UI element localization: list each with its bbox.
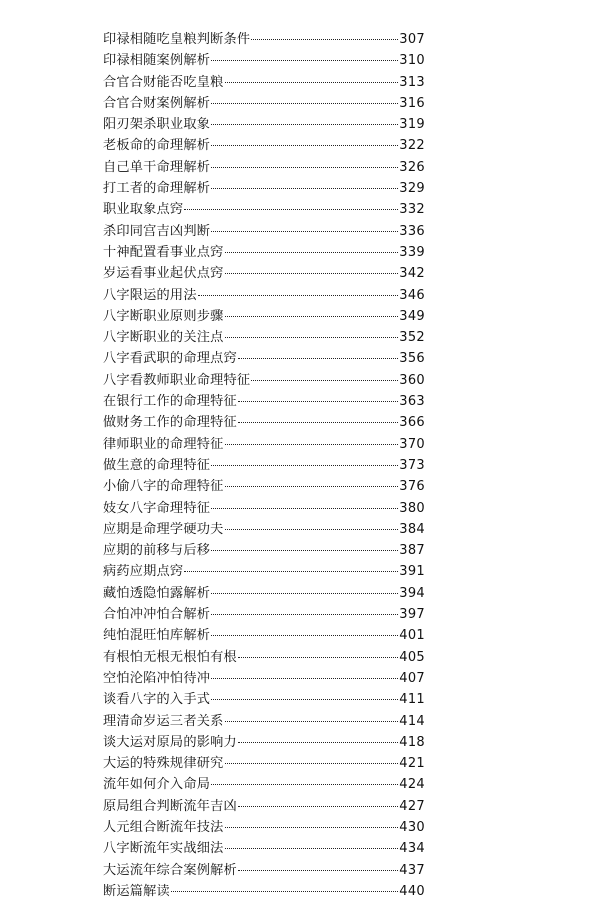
- toc-entry[interactable]: [103, 221, 425, 242]
- dot-leader: [225, 337, 399, 338]
- toc-entry[interactable]: [103, 668, 425, 689]
- toc-entry-page: 430: [399, 819, 425, 835]
- dot-leader: [184, 209, 398, 210]
- toc-entry-page: 437: [399, 862, 425, 878]
- toc-entry[interactable]: [103, 412, 425, 433]
- toc-entry-page: 360: [399, 372, 425, 388]
- toc-entry-title: 十神配置看事业点窍: [103, 244, 224, 260]
- dot-leader: [238, 657, 398, 658]
- dot-leader: [225, 721, 399, 722]
- dot-leader: [225, 273, 399, 274]
- toc-entry[interactable]: [103, 327, 425, 348]
- dot-leader: [225, 827, 399, 828]
- dot-leader: [211, 124, 398, 125]
- toc-entry-title: 八字限运的用法: [103, 287, 197, 303]
- toc-entry[interactable]: [103, 604, 425, 625]
- toc-entry[interactable]: [103, 817, 425, 838]
- dot-leader: [225, 252, 399, 253]
- toc-entry-title: 谈大运对原局的影响力: [103, 734, 237, 750]
- dot-leader: [211, 550, 398, 551]
- toc-entry[interactable]: [103, 561, 425, 582]
- dot-leader: [211, 508, 398, 509]
- toc-entry-page: 366: [399, 415, 425, 431]
- toc-entry[interactable]: [103, 285, 425, 306]
- toc-entry-page: 373: [399, 457, 425, 473]
- dot-leader: [211, 465, 398, 466]
- toc-entry-page: 434: [399, 841, 425, 857]
- toc-entry-title: 小偷八字的命理特征: [103, 479, 224, 495]
- toc-entry-page: 405: [399, 649, 425, 665]
- dot-leader: [211, 60, 398, 61]
- dot-leader: [211, 167, 398, 168]
- dot-leader: [225, 486, 399, 487]
- toc-entry-page: 376: [399, 479, 425, 495]
- dot-leader: [238, 358, 398, 359]
- toc-entry[interactable]: [103, 72, 425, 93]
- toc-entry[interactable]: [103, 29, 425, 50]
- toc-entry-page: 356: [399, 351, 425, 367]
- toc-entry-page: 363: [399, 394, 425, 410]
- toc-entry[interactable]: [103, 370, 425, 391]
- toc-entry-title: 律师职业的命理特征: [103, 436, 224, 452]
- toc-entry[interactable]: [103, 711, 425, 732]
- toc-entry-title: 做财务工作的命理特征: [103, 415, 237, 431]
- toc-entry-title: 八字断职业原则步骤: [103, 308, 224, 324]
- toc-entry-page: 349: [399, 308, 425, 324]
- toc-entry-page: 322: [399, 138, 425, 154]
- toc-entry[interactable]: [103, 348, 425, 369]
- toc-entry-title: 有根怕无根无根怕有根: [103, 649, 237, 665]
- toc-entry[interactable]: [103, 583, 425, 604]
- toc-entry-page: 407: [399, 670, 425, 686]
- toc-entry-title: 自己单干命理解析: [103, 159, 211, 175]
- toc-entry-title: 杀印同宫吉凶判断: [103, 223, 211, 239]
- toc-entry-page: 329: [399, 181, 425, 197]
- toc-entry[interactable]: [103, 881, 425, 902]
- toc-entry-page: 401: [399, 628, 425, 644]
- dot-leader: [251, 39, 398, 40]
- toc-entry[interactable]: [103, 434, 425, 455]
- dot-leader: [225, 529, 399, 530]
- toc-entry-page: 316: [399, 95, 425, 111]
- dot-leader: [238, 742, 398, 743]
- toc-entry-title: 空怕沦陷冲怕待冲: [103, 670, 211, 686]
- toc-entry[interactable]: [103, 796, 425, 817]
- toc-entry-title: 纯怕混旺怕库解析: [103, 628, 211, 644]
- toc-entry-title: 大运流年综合案例解析: [103, 862, 237, 878]
- toc-entry[interactable]: [103, 774, 425, 795]
- toc-entry[interactable]: [103, 135, 425, 156]
- dot-leader: [225, 82, 399, 83]
- toc-entry[interactable]: [103, 93, 425, 114]
- dot-leader: [238, 870, 398, 871]
- toc-entry[interactable]: [103, 455, 425, 476]
- toc-entry-title: 藏怕透隐怕露解析: [103, 585, 211, 601]
- toc-entry-page: 424: [399, 777, 425, 793]
- toc-entry-title: 八字看武职的命理点窍: [103, 351, 237, 367]
- dot-leader: [211, 678, 398, 679]
- toc-entry[interactable]: [103, 114, 425, 135]
- toc-entry[interactable]: [103, 689, 425, 710]
- toc-entry-title: 职业取象点窍: [103, 202, 184, 218]
- toc-entry-page: 346: [399, 287, 425, 303]
- toc-entry[interactable]: [103, 860, 425, 881]
- toc-entry-page: 418: [399, 734, 425, 750]
- dot-leader: [198, 295, 399, 296]
- toc-entry-title: 岁运看事业起伏点窍: [103, 266, 224, 282]
- dot-leader: [238, 401, 398, 402]
- toc-entry-title: 病药应期点窍: [103, 564, 184, 580]
- dot-leader: [171, 891, 398, 892]
- dot-leader: [225, 848, 399, 849]
- toc-entry-page: 352: [399, 330, 425, 346]
- toc-entry[interactable]: [103, 50, 425, 71]
- toc-entry-title: 八字看教师职业命理特征: [103, 372, 251, 388]
- toc-entry-page: 384: [399, 521, 425, 537]
- dot-leader: [211, 699, 398, 700]
- dot-leader: [238, 806, 398, 807]
- toc-entry-title: 妓女八字命理特征: [103, 500, 211, 516]
- toc-entry[interactable]: [103, 498, 425, 519]
- toc-entry[interactable]: [103, 732, 425, 753]
- toc-entry[interactable]: [103, 647, 425, 668]
- toc-entry[interactable]: [103, 391, 425, 412]
- dot-leader: [211, 103, 398, 104]
- toc-entry-page: 440: [399, 883, 425, 899]
- dot-leader: [238, 422, 398, 423]
- toc-entry-page: 421: [399, 756, 425, 772]
- dot-leader: [225, 316, 399, 317]
- toc-entry-page: 391: [399, 564, 425, 580]
- toc-entry-page: 387: [399, 543, 425, 559]
- toc-entry[interactable]: [103, 242, 425, 263]
- dot-leader: [211, 593, 398, 594]
- toc-entry-page: 414: [399, 713, 425, 729]
- toc-entry-page: 427: [399, 798, 425, 814]
- toc-entry-title: 做生意的命理特征: [103, 457, 211, 473]
- toc-entry-title: 应期的前移与后移: [103, 543, 211, 559]
- toc-entry-title: 合官合财能否吃皇粮: [103, 74, 224, 90]
- toc-entry[interactable]: [103, 519, 425, 540]
- toc-entry[interactable]: [103, 540, 425, 561]
- table-of-contents: [103, 29, 425, 902]
- dot-leader: [211, 614, 398, 615]
- toc-entry[interactable]: [103, 753, 425, 774]
- toc-entry-title: 八字断流年实战细法: [103, 841, 224, 857]
- toc-entry-title: 断运篇解读: [103, 883, 170, 899]
- toc-entry-title: 印禄相随吃皇粮判断条件: [103, 32, 251, 47]
- toc-entry-page: 307: [399, 32, 425, 47]
- toc-entry-title: 打工者的命理解析: [103, 181, 211, 197]
- toc-entry-title: 流年如何介入命局: [103, 777, 211, 793]
- dot-leader: [251, 380, 398, 381]
- toc-entry[interactable]: [103, 263, 425, 284]
- toc-entry-title: 八字断职业的关注点: [103, 330, 224, 346]
- toc-entry-title: 印禄相随案例解析: [103, 53, 211, 69]
- toc-entry-page: 326: [399, 159, 425, 175]
- dot-leader: [211, 784, 398, 785]
- toc-entry-title: 谈看八字的入手式: [103, 692, 211, 708]
- toc-entry-page: 342: [399, 266, 425, 282]
- toc-entry[interactable]: [103, 199, 425, 220]
- toc-entry-page: 370: [399, 436, 425, 452]
- toc-entry[interactable]: [103, 157, 425, 178]
- toc-entry-page: 339: [399, 244, 425, 260]
- toc-entry-title: 大运的特殊规律研究: [103, 756, 224, 772]
- toc-entry-page: 319: [399, 117, 425, 133]
- dot-leader: [211, 231, 398, 232]
- toc-entry[interactable]: [103, 625, 425, 646]
- dot-leader: [225, 444, 399, 445]
- toc-entry-page: 313: [399, 74, 425, 90]
- toc-entry[interactable]: [103, 476, 425, 497]
- dot-leader: [211, 188, 398, 189]
- toc-entry-page: 394: [399, 585, 425, 601]
- toc-entry-title: 原局组合判断流年吉凶: [103, 798, 237, 814]
- toc-entry-page: 411: [399, 692, 425, 708]
- toc-entry-title: 阳刃架杀职业取象: [103, 117, 211, 133]
- toc-entry-page: 336: [399, 223, 425, 239]
- toc-entry-title: 理清命岁运三者关系: [103, 713, 224, 729]
- toc-entry-page: 380: [399, 500, 425, 516]
- dot-leader: [225, 763, 399, 764]
- toc-entry-page: 397: [399, 607, 425, 623]
- toc-entry-title: 人元组合断流年技法: [103, 819, 224, 835]
- toc-entry-title: 合官合财案例解析: [103, 95, 211, 111]
- dot-leader: [211, 635, 398, 636]
- toc-entry-title: 在银行工作的命理特征: [103, 394, 237, 410]
- dot-leader: [184, 571, 398, 572]
- toc-entry[interactable]: [103, 306, 425, 327]
- toc-entry-page: 332: [399, 202, 425, 218]
- toc-entry-title: 合怕冲冲怕合解析: [103, 607, 211, 623]
- toc-entry[interactable]: [103, 178, 425, 199]
- toc-entry-page: 310: [399, 53, 425, 69]
- toc-entry-title: 应期是命理学硬功夫: [103, 521, 224, 537]
- dot-leader: [211, 145, 398, 146]
- toc-entry-title: 老板命的命理解析: [103, 138, 211, 154]
- toc-entry[interactable]: [103, 838, 425, 859]
